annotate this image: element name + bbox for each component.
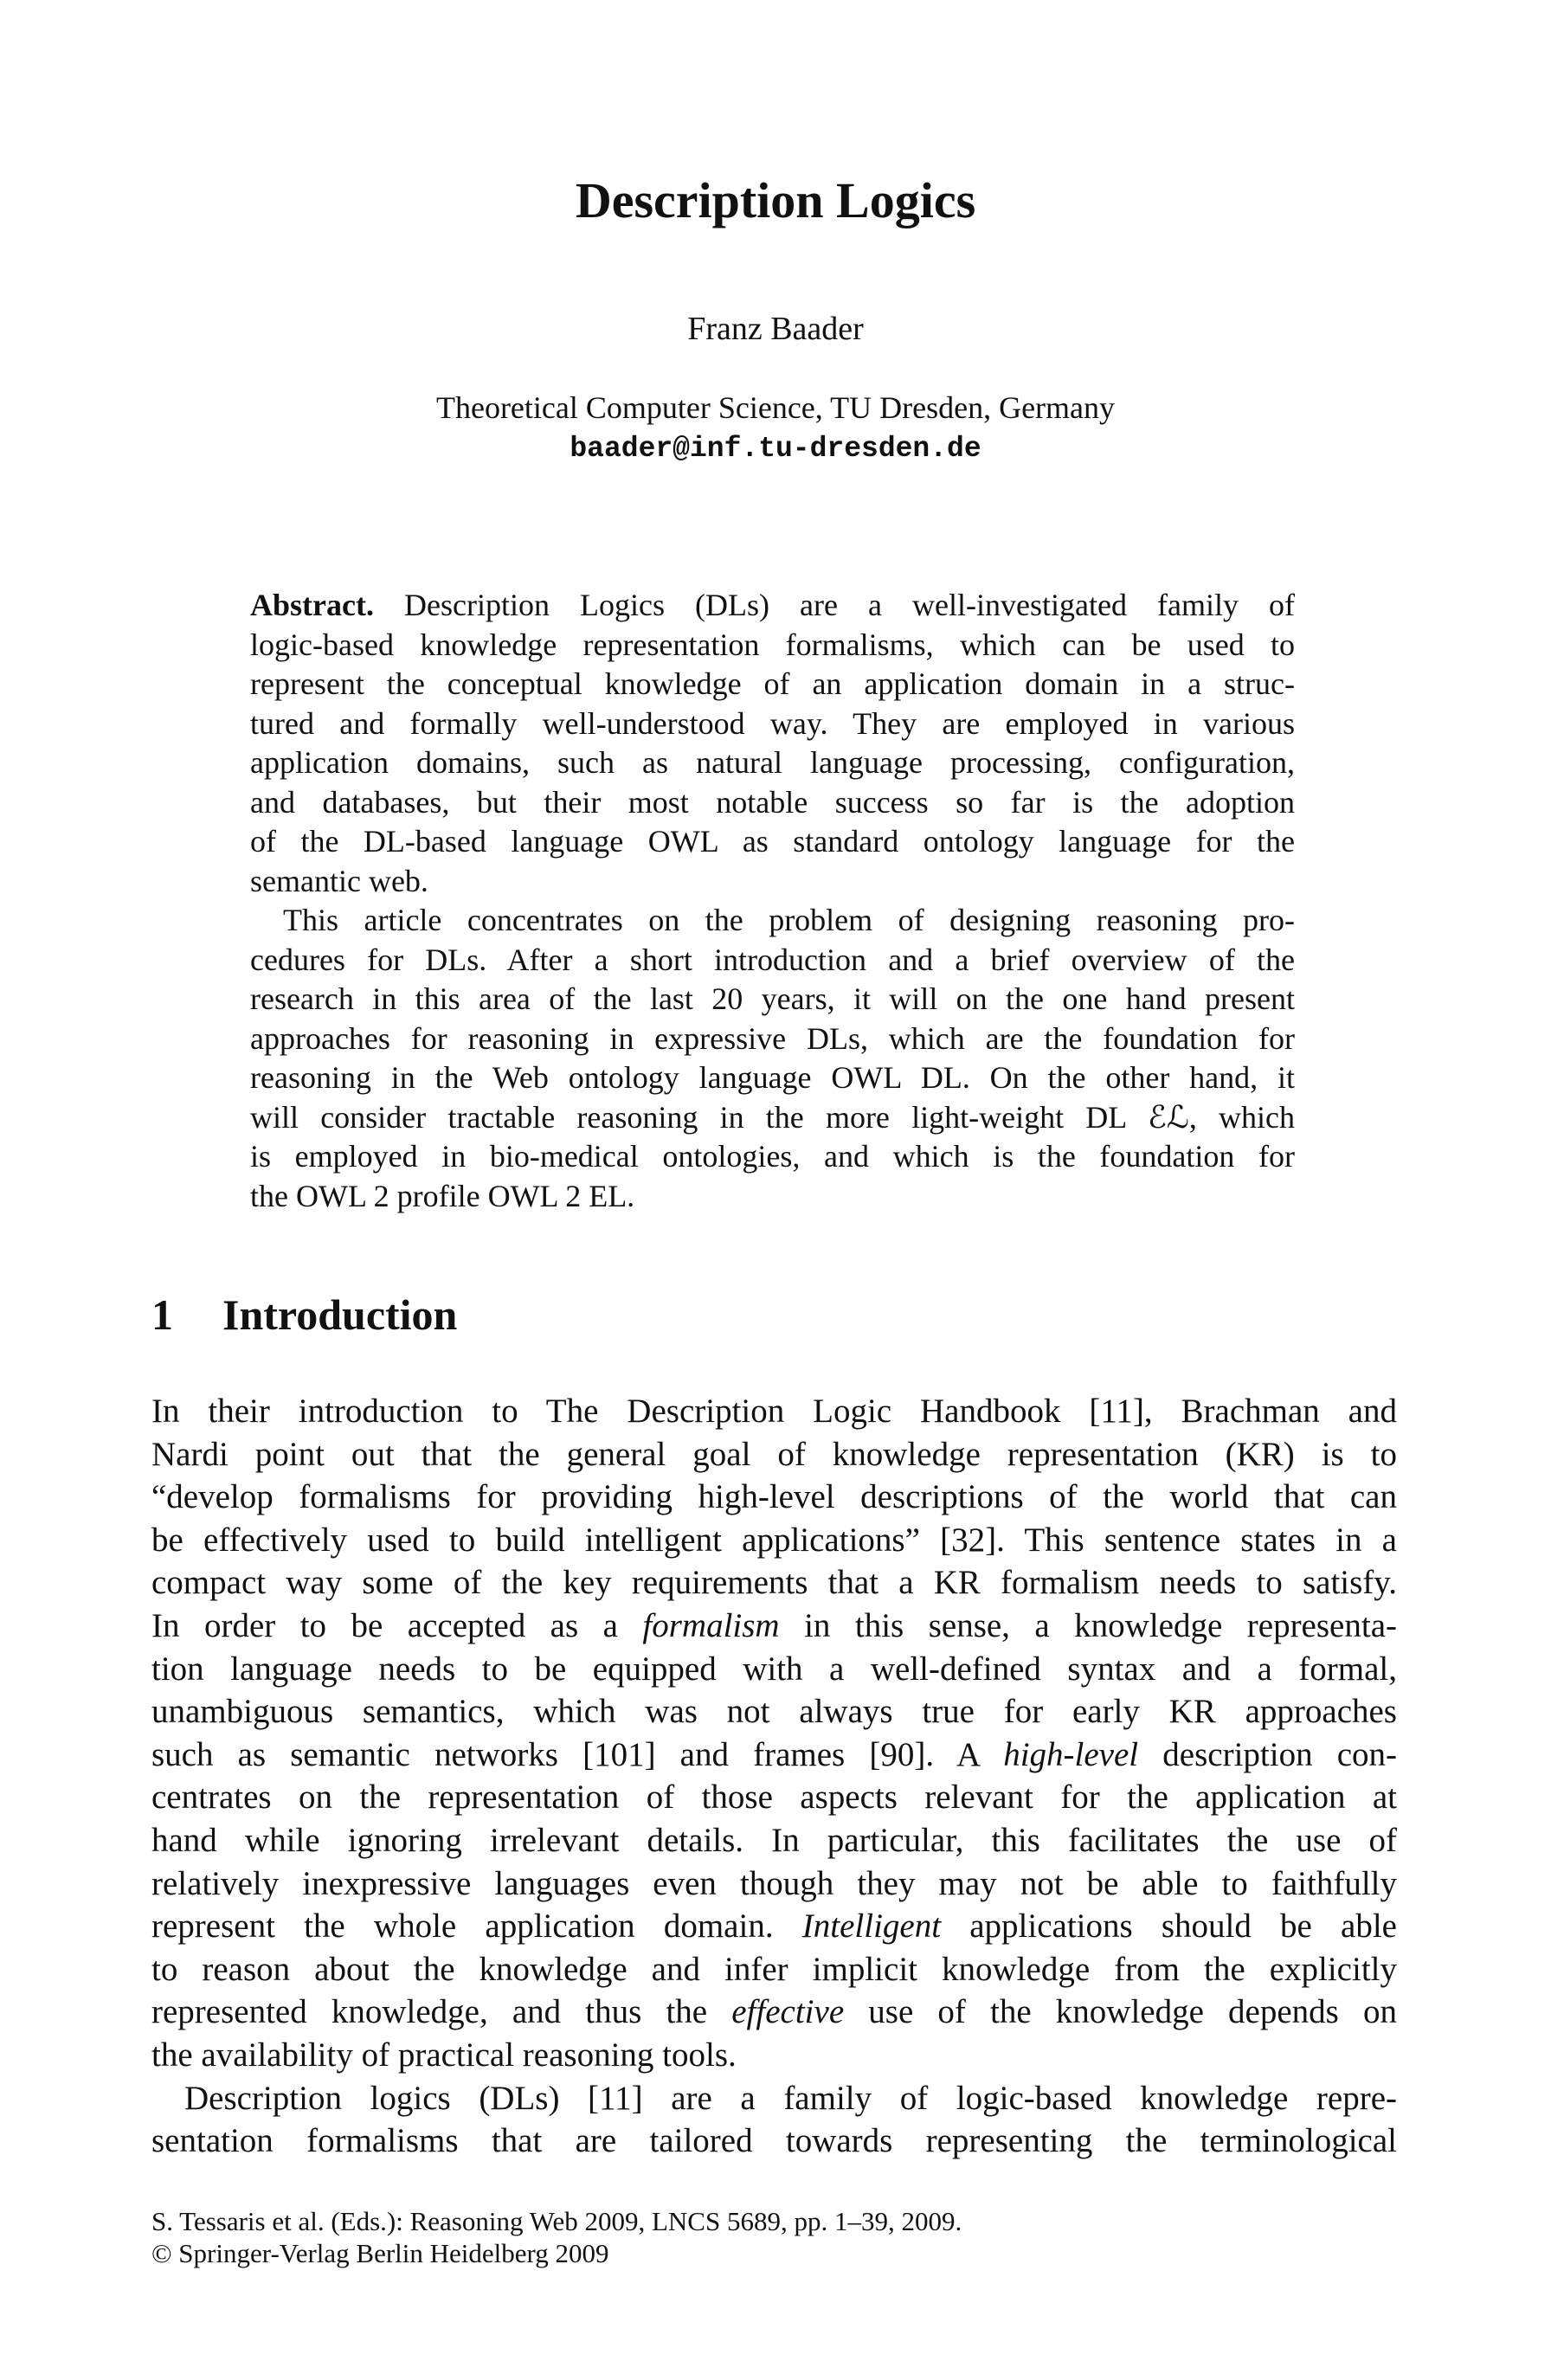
text-run: This article concentrates on the problem of designing reasoning pro- <box>283 903 1295 937</box>
text-run: represented knowledge, and thus the <box>151 1993 732 2031</box>
text-run: hand while ignoring irrelevant details. In particular, this facilitates the use of <box>151 1821 1397 1859</box>
text-line <box>250 586 1295 626</box>
text-line <box>250 704 1295 744</box>
author-email: baader@inf.tu-dresden.de <box>570 433 981 465</box>
text-run: to reason about the knowledge and infer implicit knowledge from the explicitly <box>151 1950 1397 1988</box>
text-line <box>151 1648 1397 1691</box>
text-run: represent the whole application domain. <box>151 1907 802 1946</box>
text-line <box>151 1519 1397 1562</box>
text-run: In their introduction to The Description Logic Handbook [11], Brachman and <box>151 1393 1397 1430</box>
text-line <box>151 1776 1397 1819</box>
text-run: and databases, but their most notable success so far is the adoption <box>250 784 1295 820</box>
text-run: “develop formalisms for providing high-level descriptions of the world that can <box>151 1478 1397 1516</box>
text-line <box>151 1734 1397 1777</box>
text-line <box>151 1476 1397 1519</box>
emphasis: effective <box>731 1993 845 2031</box>
text-line <box>151 2119 1397 2163</box>
section-number: 1 <box>151 1290 173 1339</box>
text-run: logic-based knowledge representation formalisms, which can be used to <box>250 627 1295 662</box>
text-line <box>151 2077 1397 2120</box>
text-line <box>250 1020 1295 1059</box>
text-run: unambiguous semantics, which was not always true for early KR approaches <box>151 1693 1397 1731</box>
text-run: tured and formally well-understood way. They are employed in various <box>250 705 1295 741</box>
text-run: will consider tractable reasoning in the more light-weight DL ℰℒ, which <box>250 1099 1295 1135</box>
text-line <box>250 1058 1295 1098</box>
text-run: such as semantic networks [101] and frames [90]. A <box>151 1735 1004 1773</box>
text-run: application domains, such as natural language processing, configuration, <box>250 745 1295 780</box>
text-line <box>250 1137 1295 1177</box>
copyright-notice: © Springer-Verlag Berlin Heidelberg 2009 <box>151 2238 609 2268</box>
text-line <box>151 1433 1397 1476</box>
text-run: research in this area of the last 20 years, it will on the one hand present <box>250 981 1295 1016</box>
text-run: tion language needs to be equipped with a well-defined syntax and a formal, <box>151 1650 1397 1688</box>
text-run: compact way some of the key requirements that a KR formalism needs to satisfy. <box>151 1564 1397 1602</box>
emphasis: formalism <box>642 1606 780 1644</box>
text-line <box>151 1690 1397 1734</box>
citation-info: S. Tessaris et al. (Eds.): Reasoning Web 2009, LNCS 5689, pp. 1–39, 2009. <box>151 2206 962 2236</box>
text-run: be effectively used to build intelligent applications” [32]. This sentence states in a <box>151 1521 1397 1559</box>
text-run: In order to be accepted as a <box>151 1606 643 1644</box>
footnote <box>151 2205 962 2269</box>
text-run: Nardi point out that the general goal of knowledge representation (KR) is to <box>151 1435 1397 1473</box>
text-run: applications should be able <box>941 1907 1397 1946</box>
text-run: is employed in bio-medical ontologies, and which is the foundation for <box>250 1139 1295 1174</box>
text-run: the OWL 2 profile OWL 2 EL. <box>250 1178 635 1213</box>
text-line <box>151 1561 1397 1605</box>
author-name: Franz Baader <box>687 311 864 347</box>
paper-title: Description Logics <box>575 172 976 228</box>
text-line <box>250 941 1295 981</box>
text-line <box>151 1991 1397 2034</box>
text-line <box>151 1948 1397 1991</box>
text-line <box>151 1819 1397 1862</box>
text-run: in this sense, a knowledge representa- <box>779 1606 1397 1644</box>
text-line <box>250 980 1295 1020</box>
text-line <box>250 1177 1295 1217</box>
text-line <box>151 1390 1397 1433</box>
author-affiliation: Theoretical Computer Science, TU Dresden, Germany <box>435 390 1116 425</box>
text-run: semantic web. <box>250 863 428 898</box>
text-run: of the DL-based language OWL as standard ontology language for the <box>250 824 1295 859</box>
text-line <box>250 665 1295 704</box>
text-run: the availability of practical reasoning tools. <box>151 2036 737 2074</box>
emphasis: high-level <box>1003 1735 1139 1773</box>
section-heading <box>151 1290 457 1340</box>
text-line <box>250 862 1295 902</box>
text-line <box>250 743 1295 783</box>
text-run: approaches for reasoning in expressive DLs, which are the foundation for <box>250 1020 1295 1056</box>
text-line <box>250 901 1295 941</box>
abstract <box>250 586 1295 1216</box>
introduction-body <box>151 1390 1397 2163</box>
text-run: Description Logics (DLs) are a well-investigated family of <box>373 588 1295 622</box>
text-run: cedures for DLs. After a short introduction and a brief overview of the <box>250 942 1295 977</box>
text-run: sentation formalisms that are tailored towards representing the terminological <box>151 2122 1397 2160</box>
text-run: centrates on the representation of those aspects relevant for the application at <box>151 1779 1397 1817</box>
text-line <box>250 783 1295 823</box>
run-in-heading: Abstract. <box>250 588 374 622</box>
text-run: use of the knowledge depends on <box>844 1993 1397 2031</box>
text-line <box>250 626 1295 666</box>
text-run: Description logics (DLs) [11] are a family of logic-based knowledge repre- <box>184 2079 1397 2117</box>
text-line <box>250 822 1295 862</box>
text-line <box>151 1605 1397 1648</box>
section-title: Introduction <box>222 1290 458 1339</box>
text-run: reasoning in the Web ontology language OWL DL. On the other hand, it <box>250 1060 1295 1095</box>
emphasis: Intelligent <box>801 1907 942 1946</box>
text-run: description con- <box>1138 1735 1398 1773</box>
text-line <box>151 1905 1397 1948</box>
text-line <box>151 2034 1397 2077</box>
text-line <box>250 1098 1295 1138</box>
text-run: relatively inexpressive languages even though they may not be able to faithfully <box>151 1864 1397 1902</box>
text-line <box>151 1862 1397 1906</box>
text-run: represent the conceptual knowledge of an application domain in a struc- <box>250 666 1295 701</box>
